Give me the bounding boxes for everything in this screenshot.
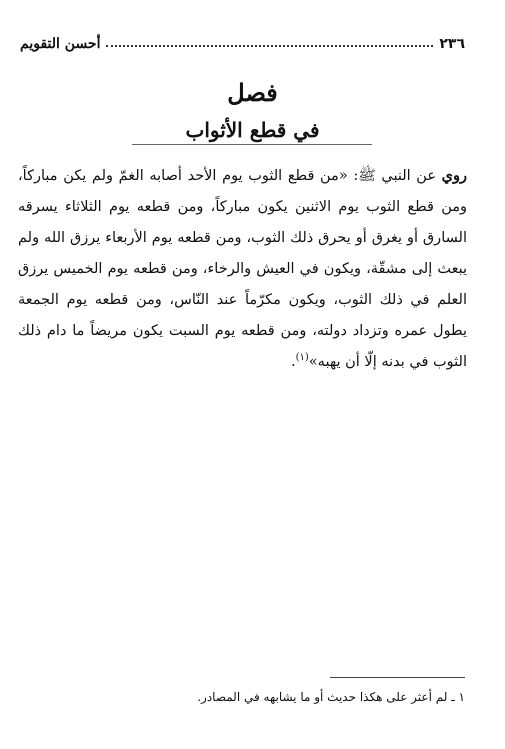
paragraph-lead-word: روي — [441, 167, 467, 184]
page-number: ٢٣٦ — [439, 36, 465, 52]
sentence-end: . — [291, 354, 296, 370]
chapter-title: فصل — [227, 78, 278, 107]
body-paragraph — [18, 160, 467, 378]
footnote-marker: ١ ـ — [451, 690, 465, 704]
footnote-separator — [330, 677, 465, 678]
chapter-subtitle: في قطع الأثواب — [185, 118, 320, 142]
running-header — [20, 34, 465, 54]
footnote — [18, 688, 465, 706]
header-dot-leader — [106, 45, 433, 47]
hadith-text: عن النبي ﷺ: «من قطع الثوب يوم الأحد أصابه الغمّ ولم يكن مباركاً، ومن قطع الثوب يوم الاثنين يكون مباركاً، ومن قطعه يوم الثلاثاء يسرقه السارق أو يغرق أو يحرق ذلك الثوب، ومن قطعه يوم الأربعاء يرزق الله ولم يبعث إلى مشقّة، ويكون في العيش والرخاء، ومن قطعه يوم الخميس يرزق العلم في ذلك الثوب، ويكون مكرّماً عند النّاس، ومن قطعه يوم الجمعة يطول عمره وتزداد دولته، ومن قطعه يوم السبت يكون مريضاً ما دام ذلك الثوب في بدنه إلّا أن يهبه» — [18, 168, 467, 370]
subtitle-underline — [132, 144, 372, 145]
footnote-reference: (١) — [295, 352, 309, 364]
footnote-text: لم أعثر على هكذا حديث أو ما يشابهه في المصادر. — [197, 690, 448, 704]
book-title: أحسن التقويم — [20, 36, 101, 52]
